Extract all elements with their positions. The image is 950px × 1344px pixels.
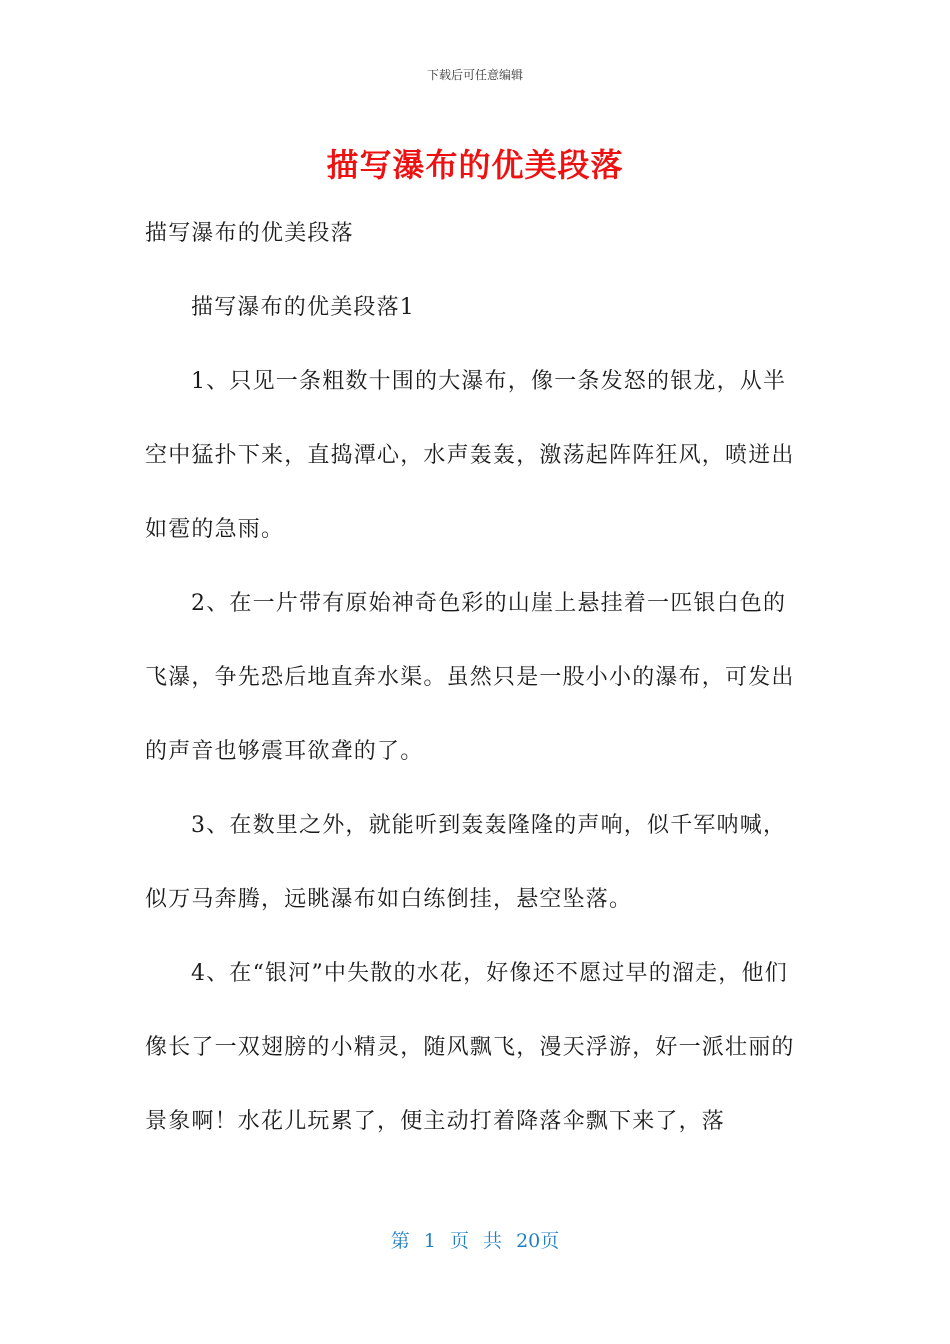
document-body <box>145 197 805 1159</box>
footer-current-page: 1 <box>423 1230 436 1252</box>
paragraph-1: 1、只见一条粗数十围的大瀑布，像一条发怒的银龙，从半空中猛扑下来，直捣潭心，水声轰轰，激荡起阵阵狂风，喷迸出如雹的急雨。 <box>145 369 795 542</box>
page-footer <box>0 1226 950 1253</box>
document-subtitle: 描写瀑布的优美段落 <box>145 221 354 246</box>
document-title: 描写瀑布的优美段落 <box>326 146 624 184</box>
paragraph-4: 4、在“银河”中失散的水花，好像还不愿过早的溜走，他们像长了一双翅膀的小精灵，随风飘飞，漫天浮游，好一派壮丽的景象啊！水花儿玩累了，便主动打着降落伞飘下来了，落 <box>145 961 795 1134</box>
footer-page-word: 页 <box>449 1230 469 1252</box>
footer-total-pages: 20页 <box>516 1230 560 1252</box>
footer-total-label: 共 <box>483 1230 503 1252</box>
footer-prefix: 第 <box>390 1230 410 1252</box>
header-note: 下载后可任意编辑 <box>426 68 523 82</box>
paragraph-3: 3、在数里之外，就能听到轰轰隆隆的声响，似千军呐喊，似万马奔腾，远眺瀑布如白练倒挂，悬空坠落。 <box>145 813 787 912</box>
section-heading: 描写瀑布的优美段落1 <box>191 295 415 320</box>
paragraph-2: 2、在一片带有原始神奇色彩的山崖上悬挂着一匹银白色的飞瀑，争先恐后地直奔水渠。虽然只是一股小小的瀑布，可发出的声音也够震耳欲聋的了。 <box>145 591 795 764</box>
